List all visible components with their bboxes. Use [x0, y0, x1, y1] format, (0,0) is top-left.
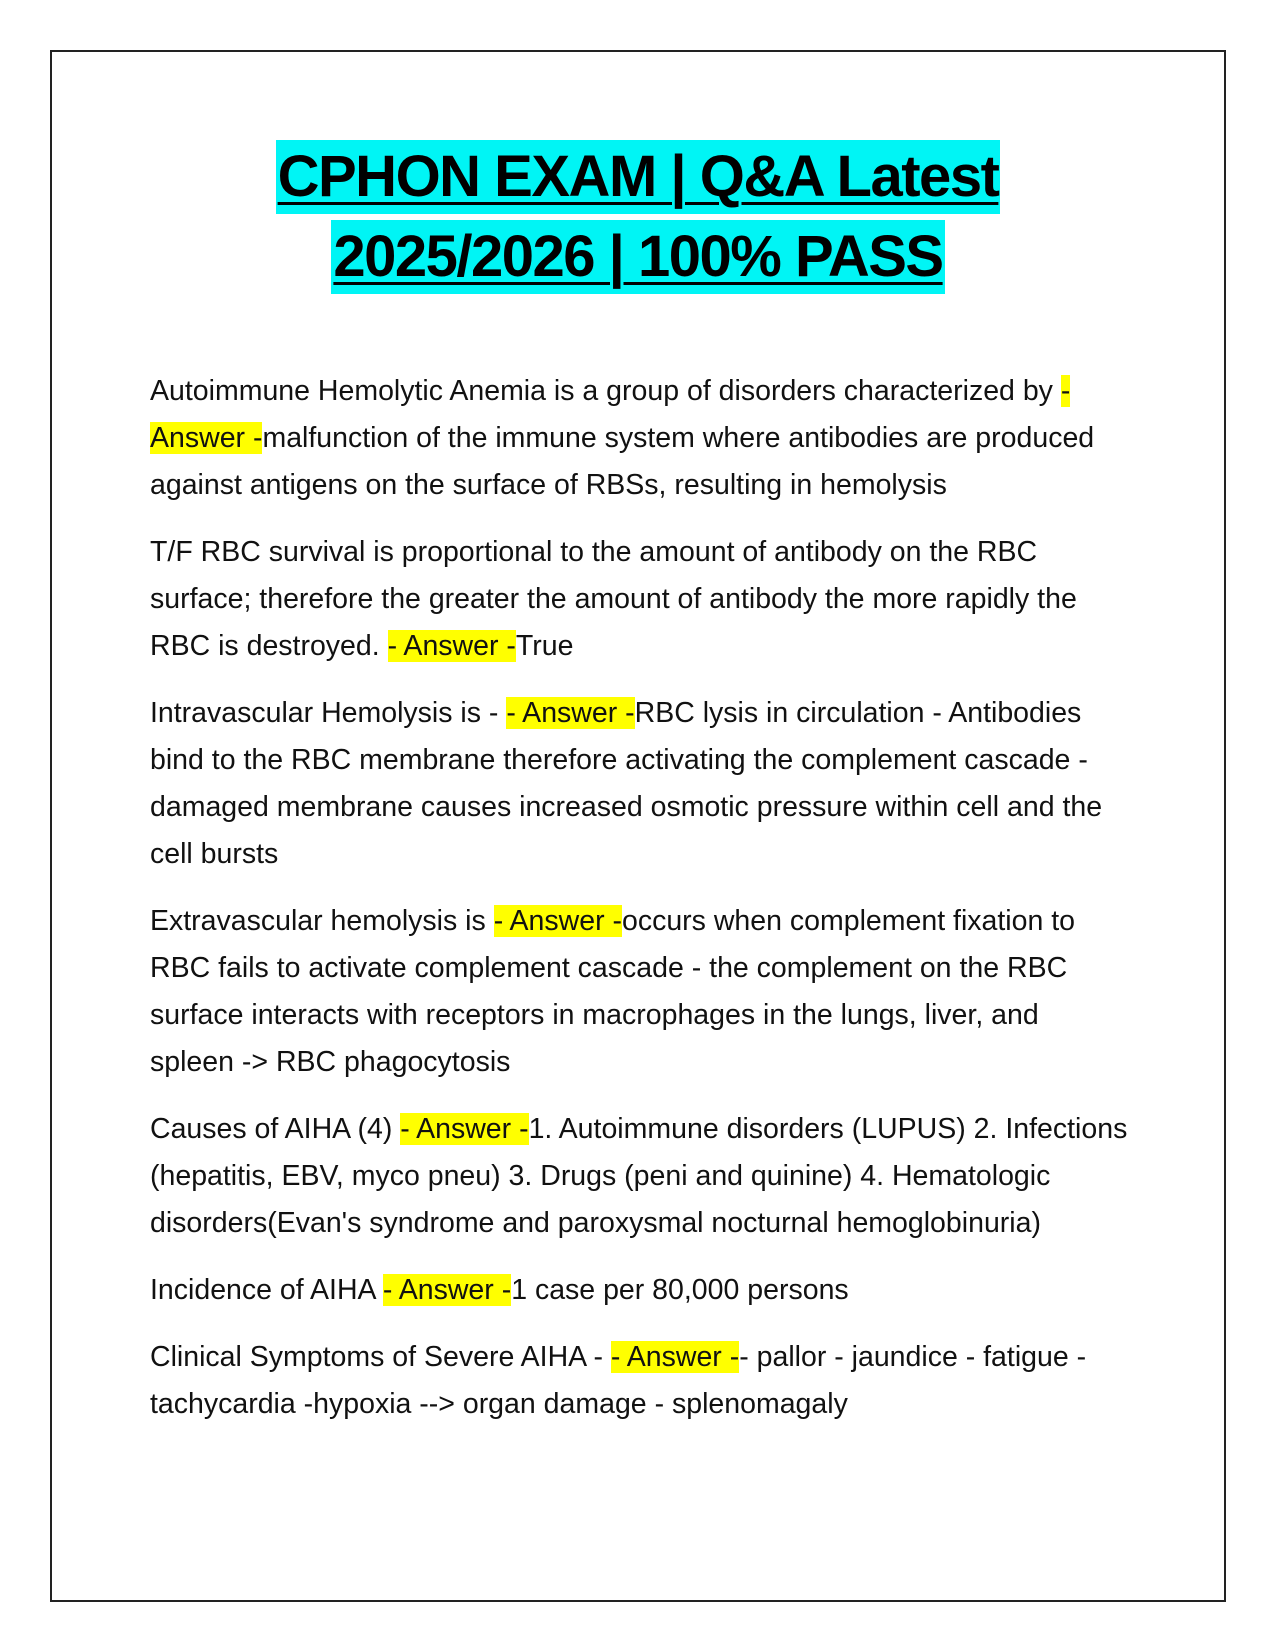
answer-text: RBC lysis in circulation - Antibodies bind to the RBC membrane therefore activating the complement cascade - damaged membrane causes increased osmotic pressure within cell and the cell bursts [150, 697, 1103, 870]
answer-marker: - Answer - [150, 375, 1071, 454]
answer-marker: - Answer - [400, 1113, 529, 1145]
answer-marker: - Answer - [382, 1274, 512, 1306]
answer-marker: - Answer - [387, 630, 516, 662]
qa-list [150, 368, 1130, 1448]
answer-marker: - Answer - [493, 905, 622, 937]
answer-marker: - Answer - [610, 1341, 740, 1373]
title-line-2: 2025/2026 | 100% PASS [331, 220, 944, 294]
qa-item [150, 1334, 1130, 1428]
question-text: Autoimmune Hemolytic Anemia is a group of disorders characterized by [150, 375, 1061, 407]
answer-text: 1 case per 80,000 persons [511, 1274, 849, 1306]
question-text: Extravascular hemolysis is [150, 905, 494, 937]
answer-text: - pallor - jaundice - fatigue - tachycardia -hypoxia --> organ damage - splenomagaly [150, 1341, 1087, 1420]
qa-item [150, 898, 1130, 1086]
qa-item [150, 690, 1130, 878]
qa-item [150, 529, 1130, 670]
qa-item [150, 368, 1130, 509]
qa-item [150, 1106, 1130, 1247]
question-text: Clinical Symptoms of Severe AIHA - [150, 1341, 611, 1373]
answer-text: 1. Autoimmune disorders (LUPUS) 2. Infections (hepatitis, EBV, myco pneu) 3. Drugs (peni and quinine) 4. Hematologic disorders(Evan's syndrome and paroxysmal nocturnal hemoglobinuria) [150, 1113, 1128, 1239]
answer-text: True [515, 630, 574, 662]
question-text: T/F RBC survival is proportional to the amount of antibody on the RBC surface; therefore the greater the amount of antibody the more rapidly the RBC is destroyed. [150, 536, 1077, 662]
question-text: Incidence of AIHA [150, 1274, 383, 1306]
answer-marker: - Answer - [506, 697, 635, 729]
question-text: Intravascular Hemolysis is - [150, 697, 507, 729]
answer-text: malfunction of the immune system where antibodies are produced against antigens on the surface of RBSs, resulting in hemolysis [150, 422, 1095, 501]
answer-text: occurs when complement fixation to RBC fails to activate complement cascade - the complement on the RBC surface interacts with receptors in macrophages in the lungs, liver, and spleen -> RBC phagocytosis [150, 905, 1076, 1078]
qa-item [150, 1267, 1130, 1314]
title-line-1: CPHON EXAM | Q&A Latest [276, 140, 1001, 214]
document-title [60, 140, 1216, 300]
question-text: Causes of AIHA (4) [150, 1113, 401, 1145]
